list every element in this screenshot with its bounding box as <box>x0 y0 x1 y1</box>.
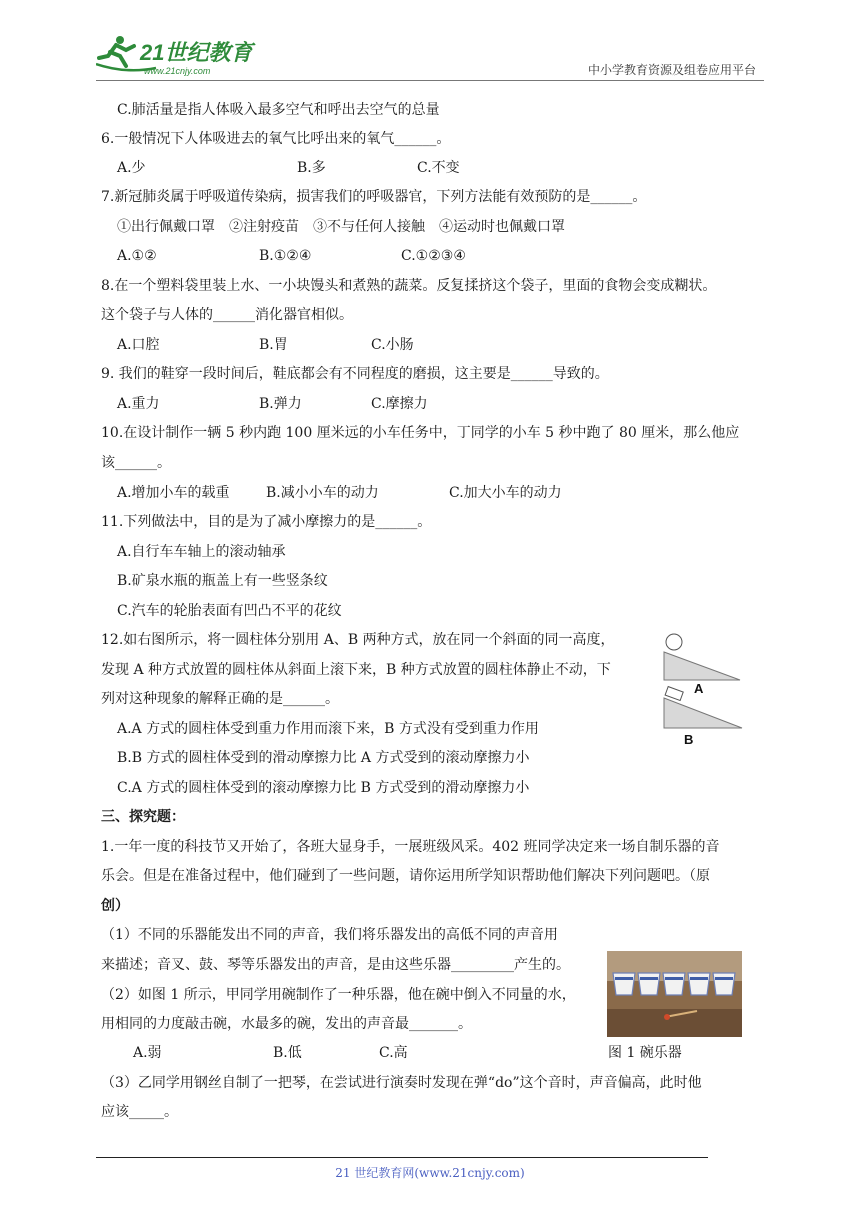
sub2-option-c: C.高 <box>379 1045 408 1061</box>
question-12-line-3: 列对这种现象的解释正确的是______。 <box>101 691 339 707</box>
q6-option-c: C.不变 <box>417 160 460 176</box>
bowl-instrument-photo <box>607 951 742 1037</box>
sub-question-2-line-2: 用相同的力度敲击碗，水最多的碗，发出的声音最_______。 <box>101 1016 472 1032</box>
q9-option-c: C.摩擦力 <box>371 396 428 412</box>
q12-option-b: B.B 方式的圆柱体受到的滑动摩擦力比 A 方式受到的滚动摩擦力小 <box>117 750 530 766</box>
inquiry-1-line-1: 1.一年一度的科技节又开始了，各班大显身手，一展班级风采。402 班同学决定来一场自制乐器的音 <box>101 839 720 855</box>
sub-question-2-line-1: （2）如图 1 所示，甲同学用碗制作了一种乐器，他在碗中倒入不同量的水， <box>101 987 576 1003</box>
logo-text: 21世纪教育 <box>140 40 253 65</box>
question-12-line-1: 12.如右图所示，将一圆柱体分别用 A、B 两种方式，放在同一个斜面的同一高度， <box>101 632 615 648</box>
q12-option-c: C.A 方式的圆柱体受到的滚动摩擦力比 B 方式受到的滑动摩擦力小 <box>117 780 530 796</box>
q8-option-c: C.小肠 <box>371 337 414 353</box>
question-12-line-2: 发现 A 种方式放置的圆柱体从斜面上滚下来，B 种方式放置的圆柱体静止不动，下 <box>101 662 611 678</box>
sub-question-1-line-2: 来描述；音叉、鼓、琴等乐器发出的声音，是由这些乐器_________产生的。 <box>101 957 570 973</box>
inquiry-1-line-3: 创） <box>101 898 129 914</box>
footer-text: 21 世纪教育网(www.21cnjy.com) <box>335 1166 525 1180</box>
logo-url: www.21cnjy.com <box>144 66 211 76</box>
q7-option-c: C.①②③④ <box>401 248 466 264</box>
q6-option-a: A.少 <box>117 160 146 176</box>
section-heading-inquiry: 三、探究题： <box>101 809 185 825</box>
question-9: 9. 我们的鞋穿一段时间后，鞋底都会有不同程度的磨损，这主要是______导致的。 <box>101 366 609 382</box>
q7-option-b: B.①②④ <box>259 248 312 264</box>
q12-option-a: A.A 方式的圆柱体受到重力作用而滚下来，B 方式没有受到重力作用 <box>117 721 539 737</box>
incline-label-a: A <box>694 681 704 696</box>
q9-option-b: B.弹力 <box>259 396 302 412</box>
incline-figure <box>656 632 748 748</box>
site-logo <box>96 34 266 78</box>
q5-option-c: C.肺活量是指人体吸入最多空气和呼出去空气的总量 <box>117 102 440 118</box>
question-10-line-1: 10.在设计制作一辆 5 秒内跑 100 厘米远的小车任务中，丁同学的小车 5 秒中跑了 80 厘米，那么他应 <box>101 425 740 441</box>
question-11: 11.下列做法中，目的是为了减小摩擦力的是______。 <box>101 514 432 530</box>
question-6: 6.一般情况下人体吸进去的氧气比呼出来的氧气______。 <box>101 131 451 147</box>
question-8-line-1: 8.在一个塑料袋里装上水、一小块馒头和煮熟的蔬菜。反复揉挤这个袋子，里面的食物会变成糊状。 <box>101 278 717 294</box>
question-7: 7.新冠肺炎属于呼吸道传染病，损害我们的呼吸器官，下列方法能有效预防的是______。 <box>101 189 647 205</box>
q9-option-a: A.重力 <box>117 396 160 412</box>
q11-option-c: C.汽车的轮胎表面有凹凸不平的花纹 <box>117 603 342 619</box>
q10-option-c: C.加大小车的动力 <box>449 485 562 501</box>
footer-divider <box>96 1157 708 1158</box>
incline-a <box>664 634 740 680</box>
sub2-option-b: B.低 <box>273 1045 302 1061</box>
question-8-line-2: 这个袋子与人体的______消化器官相似。 <box>101 307 353 323</box>
q6-option-b: B.多 <box>297 160 326 176</box>
incline-label-b: B <box>684 732 694 747</box>
question-10-line-2: 该______。 <box>101 455 171 471</box>
q7-option-a: A.①② <box>117 248 157 264</box>
q7-statements: ①出行佩戴口罩 ②注射疫苗 ③不与任何人接触 ④运动时也佩戴口罩 <box>117 219 565 235</box>
q11-option-b: B.矿泉水瓶的瓶盖上有一些竖条纹 <box>117 573 328 589</box>
figure-1-caption: 图 1 碗乐器 <box>608 1045 682 1061</box>
q10-option-a: A.增加小车的载重 <box>117 485 230 501</box>
inquiry-1-line-2: 乐会。但是在准备过程中，他们碰到了一些问题，请你运用所学知识帮助他们解决下列问题吧。（原 <box>101 868 710 884</box>
q8-option-a: A.口腔 <box>117 337 160 353</box>
q10-option-b: B.减小小车的动力 <box>266 485 379 501</box>
header-divider <box>96 80 764 81</box>
q8-option-b: B.胃 <box>259 337 288 353</box>
sub-question-3-line-2: 应该_____。 <box>101 1104 178 1120</box>
sub2-option-a: A.弱 <box>133 1045 162 1061</box>
sub-question-1-line-1: （1）不同的乐器能发出不同的声音，我们将乐器发出的高低不同的声音用 <box>101 927 558 943</box>
q11-option-a: A.自行车车轴上的滚动轴承 <box>117 544 286 560</box>
sub-question-3-line-1: （3）乙同学用钢丝自制了一把琴，在尝试进行演奏时发现在弹“do”这个音时，声音偏高，此时他 <box>101 1075 702 1091</box>
header-platform-text: 中小学教育资源及组卷应用平台 <box>587 63 756 77</box>
